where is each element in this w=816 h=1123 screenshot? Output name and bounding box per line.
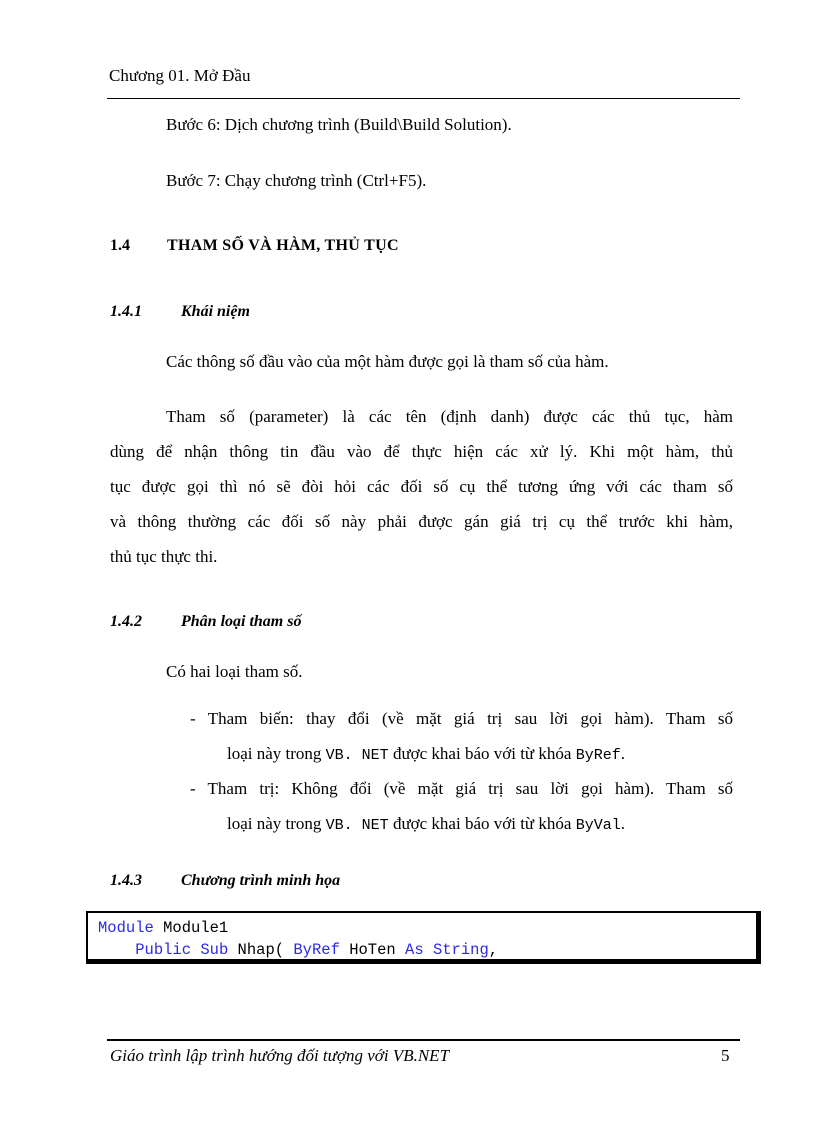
code-indent xyxy=(98,941,135,959)
code-keyword: ByRef xyxy=(293,941,340,959)
code-space xyxy=(191,941,200,959)
list-item xyxy=(190,779,733,849)
page-number: 5 xyxy=(721,1046,730,1065)
code-text: Nhap( xyxy=(228,941,294,959)
text-run: được khai báo với từ khóa xyxy=(388,814,576,833)
params-intro: Các thông số đầu vào của một hàm được gọi là tham số của hàm. xyxy=(166,352,609,371)
code-keyword: String xyxy=(432,941,489,959)
paragraph-line: tục được gọi thì nó sẽ đòi hỏi các đối số cụ thể tương ứng với các tham số xyxy=(110,477,733,496)
code-text: Module1 xyxy=(153,919,229,937)
step-7: Bước 7: Chạy chương trình (Ctrl+F5). xyxy=(166,171,427,190)
inline-code: VB. NET xyxy=(325,817,389,834)
inline-code: ByRef xyxy=(575,747,621,764)
subsection-number: 1.4.3 xyxy=(110,872,142,889)
subsection-title: Phân loại tham số xyxy=(181,613,302,630)
param-types-intro: Có hai loại tham số. xyxy=(166,662,303,681)
params-paragraph xyxy=(110,407,733,582)
code-space xyxy=(424,941,433,959)
code-listing xyxy=(86,911,761,964)
paragraph-line: thủ tục thực thi. xyxy=(110,547,218,566)
section-title: THAM SỐ VÀ HÀM, THỦ TỤC xyxy=(167,237,399,254)
running-header: Chương 01. Mở Đầu xyxy=(109,66,251,85)
subsection-number: 1.4.2 xyxy=(110,613,142,630)
paragraph-line: Tham số (parameter) là các tên (định danh) được các thủ tục, hàm xyxy=(166,407,733,426)
list-item-line xyxy=(190,744,733,779)
param-types-list xyxy=(190,709,733,849)
text-run: được khai báo với từ khóa xyxy=(388,744,576,763)
code-line-1 xyxy=(98,917,228,939)
subsection-number: 1.4.1 xyxy=(110,303,142,320)
text-run: . xyxy=(620,814,625,833)
text-run: loại này trong xyxy=(227,744,326,763)
text-run: loại này trong xyxy=(227,814,326,833)
paragraph-line: dùng để nhận thông tin đầu vào để thực hiện các xử lý. Khi một hàm, thủ xyxy=(110,442,733,461)
footer-title: Giáo trình lập trình hướng đối tượng với VB.NET xyxy=(110,1046,450,1065)
list-item xyxy=(190,709,733,779)
step-6: Bước 6: Dịch chương trình (Build\Build Solution). xyxy=(166,115,512,134)
code-keyword: Sub xyxy=(200,941,229,959)
header-divider xyxy=(107,98,740,99)
paragraph-line: và thông thường các đối số này phải được gán giá trị cụ thể trước khi hàm, xyxy=(110,512,733,531)
code-text: , xyxy=(488,941,499,959)
subsection-title: Chương trình minh họa xyxy=(181,872,341,889)
list-item-line: - Tham trị: Không đổi (về mặt giá trị sau lời gọi hàm). Tham số xyxy=(190,779,733,798)
list-item-line: - Tham biến: thay đổi (về mặt giá trị sau lời gọi hàm). Tham số xyxy=(190,709,733,728)
code-line-2 xyxy=(98,939,498,961)
code-text: HoTen xyxy=(339,941,406,959)
text-run: . xyxy=(620,744,625,763)
section-number: 1.4 xyxy=(110,237,130,254)
subsection-title: Khái niệm xyxy=(181,303,250,320)
code-keyword: As xyxy=(405,941,424,959)
inline-code: ByVal xyxy=(575,817,621,834)
code-keyword: Module xyxy=(98,919,154,937)
list-item-line xyxy=(190,814,733,849)
code-keyword: Public xyxy=(135,941,192,959)
inline-code: VB. NET xyxy=(325,747,389,764)
footer-divider xyxy=(107,1039,740,1041)
